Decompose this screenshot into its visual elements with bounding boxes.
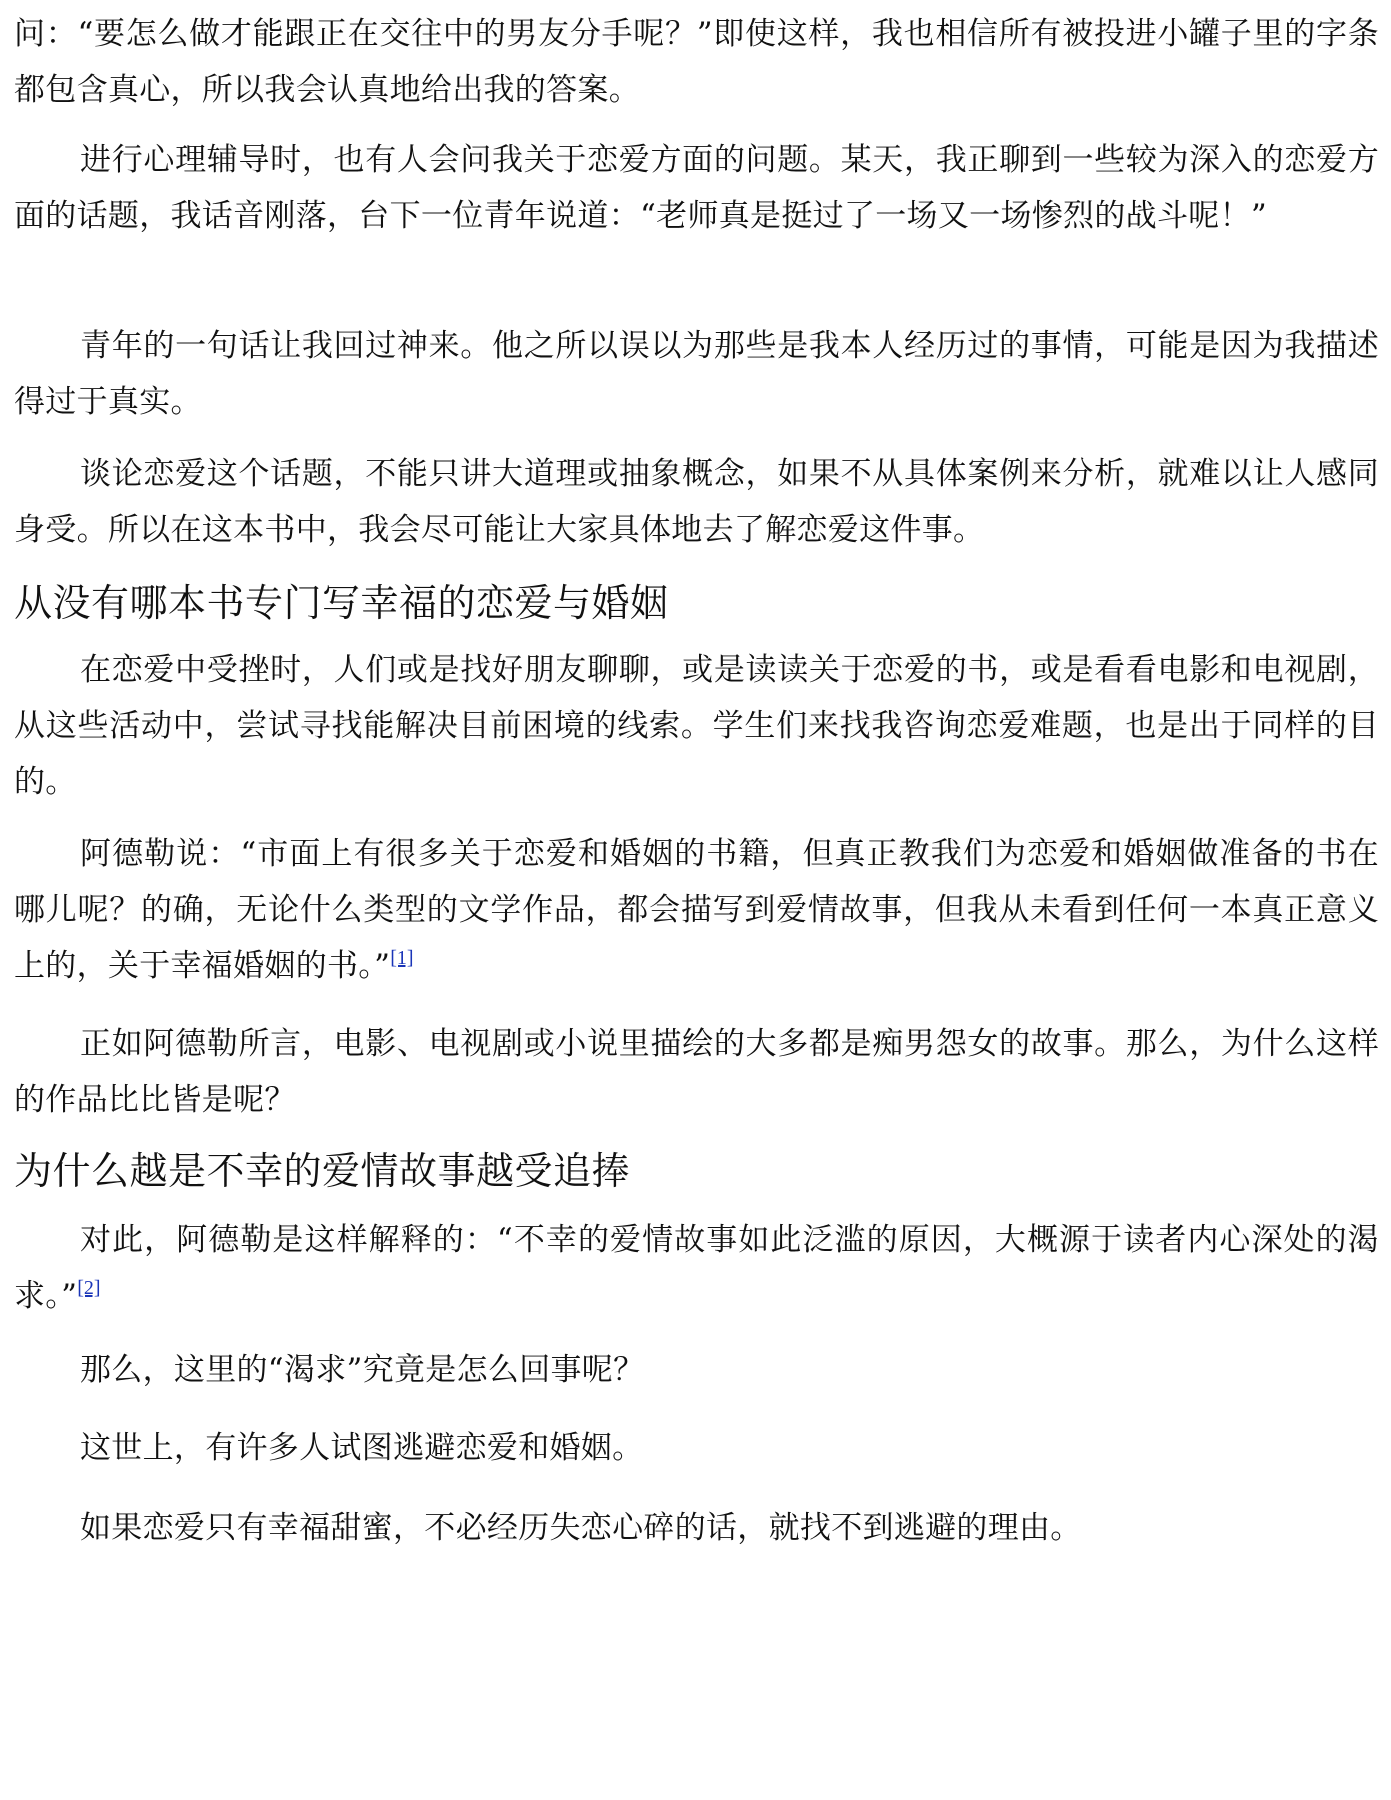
paragraph-7-text: 正如阿德勒所言，电影、电视剧或小说里描绘的大多都是痴男怨女的故事。那么，为什么这样的作品比比皆是呢？ <box>14 1026 1379 1118</box>
paragraph-4 <box>14 446 1379 558</box>
paragraph-2 <box>14 132 1379 244</box>
paragraph-8 <box>14 1212 1379 1324</box>
paragraph-2-text: 进行心理辅导时，也有人会问我关于恋爱方面的问题。某天，我正聊到一些较为深入的恋爱方面的话题，我话音刚落，台下一位青年说道：“老师真是挺过了一场又一场惨烈的战斗呢！” <box>14 142 1379 234</box>
paragraph-3 <box>14 318 1379 430</box>
paragraph-10-text: 这世上，有许多人试图逃避恋爱和婚姻。 <box>80 1430 644 1466</box>
paragraph-9-text: 那么，这里的“渴求”究竟是怎么回事呢？ <box>80 1352 645 1388</box>
section-heading-1: 从没有哪本书专门写幸福的恋爱与婚姻 <box>14 581 669 625</box>
paragraph-6 <box>14 826 1379 994</box>
paragraph-10 <box>14 1420 1379 1476</box>
paragraph-5-text: 在恋爱中受挫时，人们或是找好朋友聊聊，或是读读关于恋爱的书，或是看看电影和电视剧，从这些活动中，尝试寻找能解决目前困境的线索。学生们来找我咨询恋爱难题，也是出于同样的目的。 <box>14 652 1379 800</box>
footnote-link-1[interactable]: [1] <box>390 947 414 969</box>
paragraph-6-text: 阿德勒说：“市面上有很多关于恋爱和婚姻的书籍，但真正教我们为恋爱和婚姻做准备的书在哪儿呢？的确，无论什么类型的文学作品，都会描写到爱情故事，但我从未看到任何一本真正意义上的，关于幸福婚姻的书。” <box>14 836 1379 984</box>
paragraph-5 <box>14 642 1379 810</box>
paragraph-11-text: 如果恋爱只有幸福甜蜜，不必经历失恋心碎的话，就找不到逃避的理由。 <box>80 1510 1082 1546</box>
paragraph-8-text: 对此，阿德勒是这样解释的：“不幸的爱情故事如此泛滥的原因，大概源于读者内心深处的渴求。” <box>14 1222 1379 1314</box>
paragraph-3-text: 青年的一句话让我回过神来。他之所以误以为那些是我本人经历过的事情，可能是因为我描述得过于真实。 <box>14 328 1379 420</box>
paragraph-1 <box>14 6 1379 118</box>
footnote-link-2[interactable]: [2] <box>77 1277 101 1299</box>
paragraph-7 <box>14 1016 1379 1128</box>
paragraph-1-text: 问：“要怎么做才能跟正在交往中的男友分手呢？”即使这样，我也相信所有被投进小罐子里的字条都包含真心，所以我会认真地给出我的答案。 <box>14 16 1379 108</box>
paragraph-4-text: 谈论恋爱这个话题，不能只讲大道理或抽象概念，如果不从具体案例来分析，就难以让人感同身受。所以在这本书中，我会尽可能让大家具体地去了解恋爱这件事。 <box>14 456 1379 548</box>
section-heading-2: 为什么越是不幸的爱情故事越受追捧 <box>14 1149 631 1193</box>
paragraph-11 <box>14 1500 1379 1556</box>
paragraph-9 <box>14 1342 1379 1398</box>
